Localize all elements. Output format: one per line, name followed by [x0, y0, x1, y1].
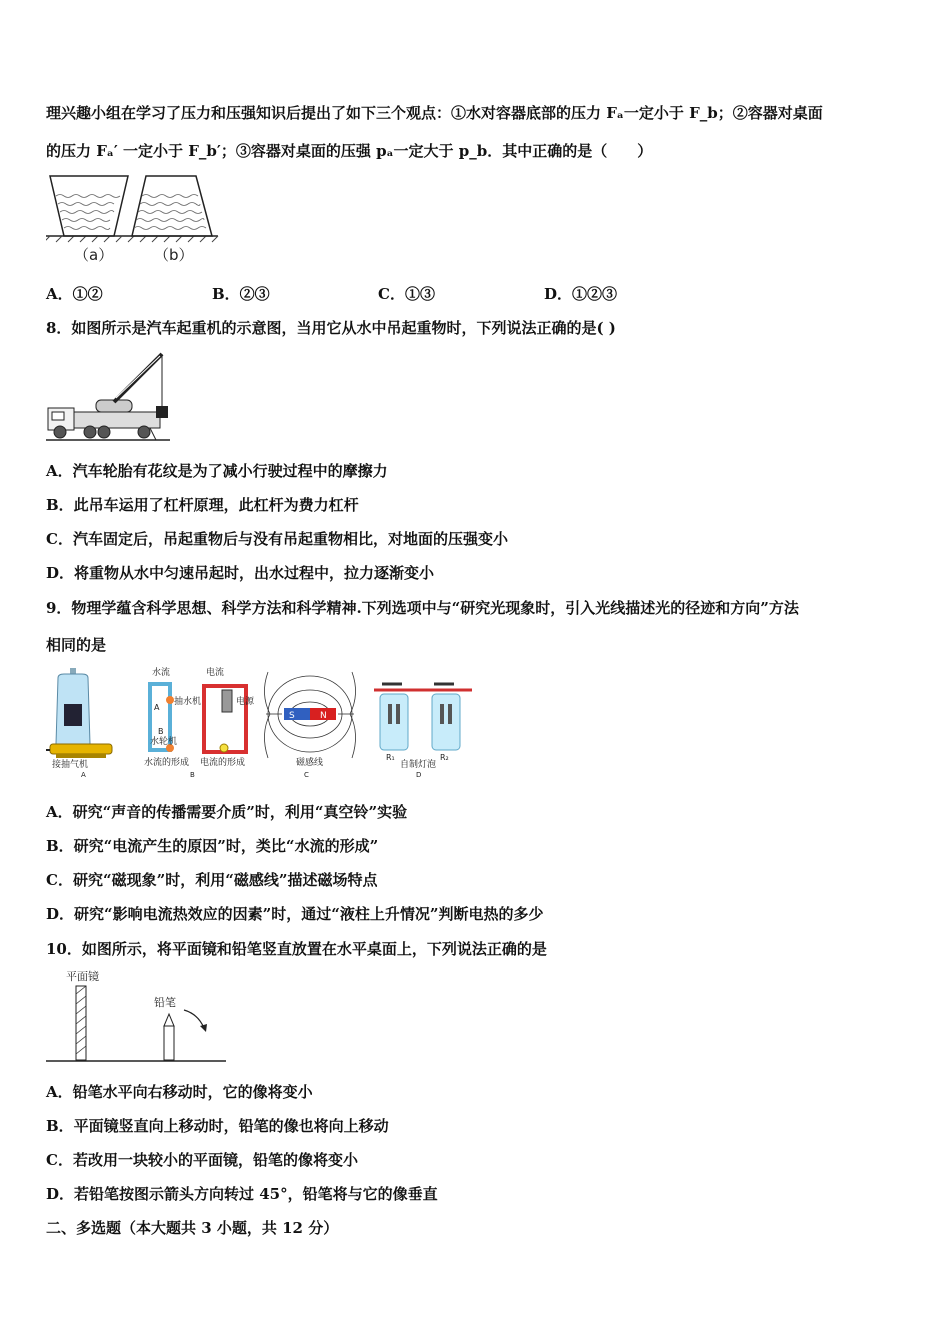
q9-fig-b-water-flow: 水流 — [152, 668, 171, 678]
q9-option-d[interactable]: D．研究“影响电流热效应的因素”时，通过“液柱上升情况”判断电热的多少 — [46, 905, 544, 923]
q10-fig-mirror-label: 平面镜 — [66, 970, 99, 983]
q8-option-d[interactable]: D．将重物从水中匀速吊起时，出水过程中，拉力逐渐变小 — [46, 564, 435, 582]
q9-fig-c-label: 磁感线 — [296, 758, 324, 768]
q7-option-b[interactable]: B．②③ — [212, 285, 270, 303]
q9-fig-d-label: 自制灯泡 — [400, 760, 437, 770]
q8-option-b[interactable]: B．此吊车运用了杠杆原理，此杠杆为费力杠杆 — [46, 496, 359, 514]
q9-fig-b-caption2: 电流的形成 — [200, 758, 246, 768]
q7-fig-label-a: （a） — [74, 246, 114, 264]
q9-fig-a-letter: A — [81, 771, 86, 779]
q9-fig-c-n-pole: N — [320, 711, 327, 721]
q9-fig-b-analogy — [144, 666, 255, 779]
q8-stem: 8．如图所示是汽车起重机的示意图，当用它从水中吊起重物时，下列说法正确的是( ) — [46, 319, 616, 337]
q9-fig-b-point-a: A — [154, 703, 160, 712]
q10-option-c[interactable]: C．若改用一块较小的平面镜，铅笔的像将变小 — [46, 1151, 358, 1169]
q10-stem: 10．如图所示，将平面镜和铅笔竖直放置在水平桌面上，下列说法正确的是 — [46, 940, 547, 958]
q7-option-a[interactable]: A．①② — [46, 285, 103, 303]
q7-containers-figure — [46, 170, 226, 274]
q9-fig-b-turbine: 水轮机 — [150, 737, 178, 747]
q8-crane-figure — [46, 346, 172, 450]
q7-option-d[interactable]: D．①②③ — [544, 285, 618, 303]
q9-figures — [46, 664, 486, 784]
q9-fig-b-letter: B — [190, 771, 195, 779]
q9-stem-line1: 9．物理学蕴含科学思想、科学方法和科学精神.下列选项中与“研究光现象时，引入光线描述光的径迹和方向”方法 — [46, 599, 799, 617]
q9-fig-b-power: 电源 — [236, 697, 255, 707]
q9-option-b[interactable]: B．研究“电流产生的原因”时，类比“水流的形成” — [46, 837, 379, 855]
q8-option-c[interactable]: C．汽车固定后，吊起重物后与没有吊起重物相比，对地面的压强变小 — [46, 530, 508, 548]
q9-fig-c-letter: C — [304, 771, 309, 779]
q10-option-b[interactable]: B．平面镜竖直向上移动时，铅笔的像也将向上移动 — [46, 1117, 389, 1135]
q9-fig-d-bottles — [374, 684, 472, 779]
q7-fig-label-b: （b） — [154, 246, 194, 264]
q9-fig-d-letter: D — [416, 771, 422, 779]
q9-fig-b-point-b: B — [158, 727, 164, 736]
q10-option-d[interactable]: D．若铅笔按图示箭头方向转过 45°，铅笔将与它的像垂直 — [46, 1185, 438, 1203]
q10-fig-pencil-label: 铅笔 — [154, 996, 176, 1009]
q7-stem-line2: 的压力 Fₐ′ 一定小于 F_b′；③容器对桌面的压强 pₐ一定大于 p_b．其中正确的是（ ） — [46, 142, 653, 160]
q9-option-c[interactable]: C．研究“磁现象”时，利用“磁感线”描述磁场特点 — [46, 871, 378, 889]
q8-option-a[interactable]: A．汽车轮胎有花纹是为了减小行驶过程中的摩擦力 — [46, 462, 388, 480]
q9-fig-b-pump: 抽水机 — [174, 697, 202, 707]
q10-option-a[interactable]: A．铅笔水平向右移动时，它的像将变小 — [46, 1083, 313, 1101]
q7-option-c[interactable]: C．①③ — [378, 285, 435, 303]
q7-stem-line1: 理兴趣小组在学习了压力和压强知识后提出了如下三个观点：①水对容器底部的压力 Fₐ一定小于 F_b；②容器对桌面 — [46, 104, 823, 122]
q10-mirror-figure — [46, 966, 230, 1070]
q9-fig-c-s-pole: S — [289, 711, 295, 721]
q9-fig-d-r2: R₂ — [440, 753, 449, 762]
q9-fig-a-bell-jar — [46, 668, 112, 779]
section2-title: 二、多选题（本大题共 3 小题，共 12 分） — [46, 1219, 339, 1237]
q9-stem-line2: 相同的是 — [46, 636, 107, 654]
q9-option-a[interactable]: A．研究“声音的传播需要介质”时，利用“真空铃”实验 — [46, 803, 408, 821]
q9-fig-a-label: 接抽气机 — [52, 760, 89, 770]
q9-fig-b-caption1: 水流的形成 — [144, 758, 190, 768]
q7-options — [46, 283, 710, 304]
q9-fig-b-current: 电流 — [206, 668, 225, 678]
q9-fig-d-r1: R₁ — [386, 753, 395, 762]
